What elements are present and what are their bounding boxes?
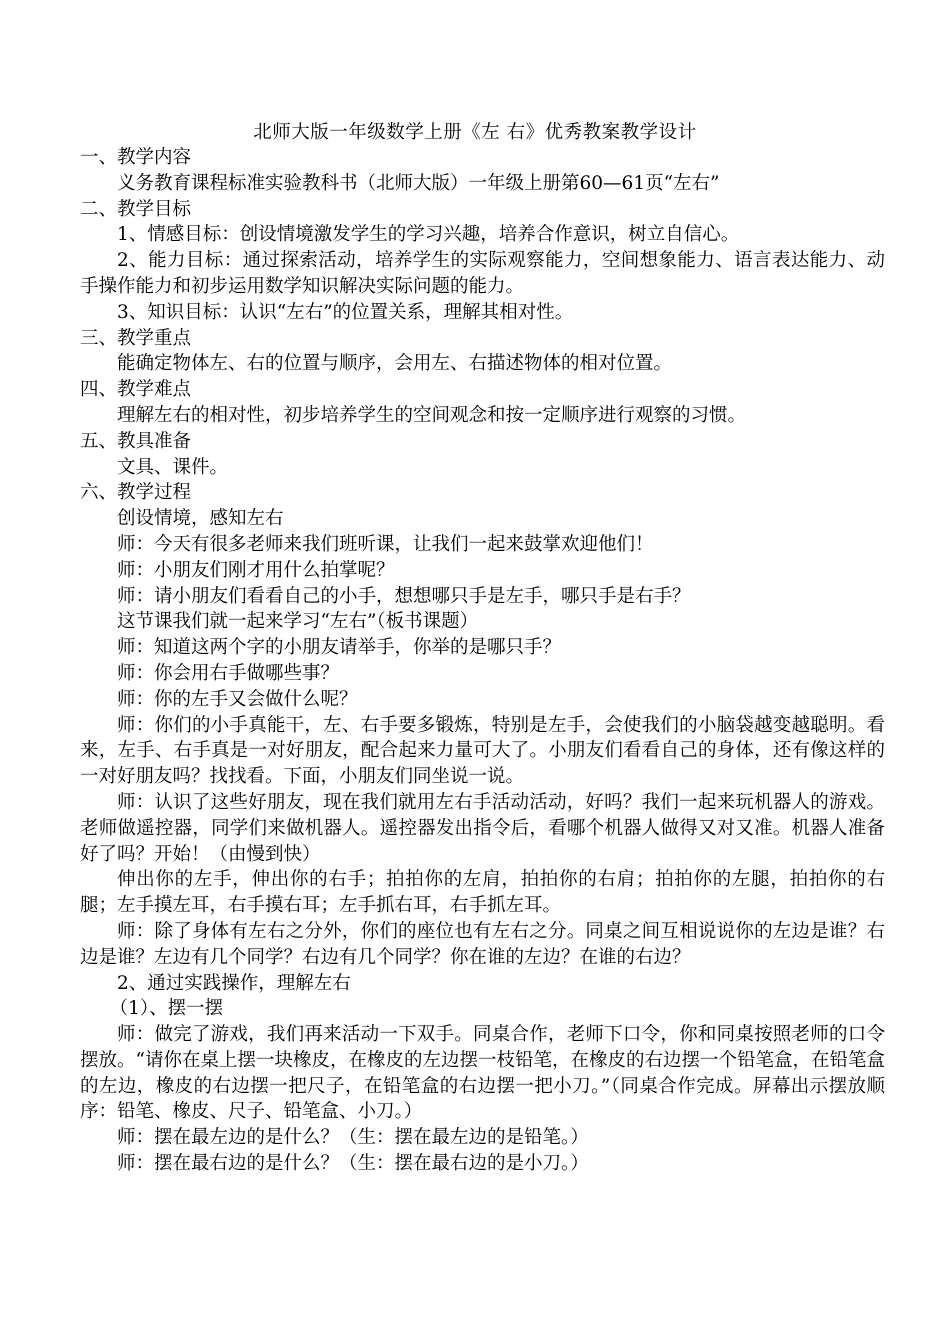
section-heading-process: 六、教学过程 (80, 482, 192, 504)
section-heading-objectives: 二、教学目标 (80, 198, 192, 220)
paragraph: 师：请小朋友们看看自己的小手，想想哪只手是左手，哪只手是右手？ (117, 585, 691, 607)
paragraph: 师：认识了这些好朋友，现在我们就用左右手活动活动，好吗？我们一起来玩机器人的游戏。老师做遥控器，同学们来做机器人。遥控器发出指令后，看哪个机器人做得又对又准。机器人准备好了吗？开始！（由慢到快） (80, 791, 885, 865)
paragraph: 理解左右的相对性，初步培养学生的空间观念和按一定顺序进行观察的习惯。 (117, 404, 747, 426)
section-heading-materials: 五、教具准备 (80, 430, 192, 452)
paragraph: 师：摆在最右边的是什么？（生：摆在最右边的是小刀。） (117, 1153, 589, 1175)
paragraph: 师：你们的小手真能干，左、右手要多锻炼，特别是左手，会使我们的小脑袋越变越聪明。看来，左手、右手真是一对好朋友，配合起来力量可大了。小朋友们看看自己的身体，还有像这样的一对好朋友吗？找找看。下面，小朋友们同坐说一说。 (80, 714, 885, 788)
paragraph: 师：今天有很多老师来我们班听课，让我们一起来鼓掌欢迎他们！ (117, 533, 654, 555)
document-body (80, 145, 885, 1177)
paragraph: 师：你的左手又会做什么呢？ (117, 688, 358, 710)
paragraph: 能确定物体左、右的位置与顺序，会用左、右描述物体的相对位置。 (117, 353, 673, 375)
paragraph: 2、能力目标：通过探索活动，培养学生的实际观察能力，空间想象能力、语言表达能力、动手操作能力和初步运用数学知识解决实际问题的能力。 (80, 250, 885, 297)
paragraph: 义务教育课程标准实验教科书（北师大版）一年级上册第60—61页“左右” (117, 172, 720, 194)
paragraph: 这节课我们就一起来学习“左右”（板书课题） (117, 611, 479, 633)
paragraph: 3、知识目标：认识“左右”的位置关系，理解其相对性。 (117, 301, 574, 323)
paragraph: 1、情感目标：创设情境激发学生的学习兴趣，培养合作意识，树立自信心。 (117, 224, 740, 246)
paragraph: （1）、摆一摆 (109, 998, 224, 1020)
paragraph: 2、通过实践操作，理解左右 (117, 972, 351, 994)
section-heading-content: 一、教学内容 (80, 147, 192, 168)
paragraph: 师：知道这两个字的小朋友请举手，你举的是哪只手？ (117, 637, 562, 659)
section-heading-difficulties: 四、教学难点 (80, 379, 192, 401)
section-heading-key-points: 三、教学重点 (80, 327, 192, 349)
paragraph: 师：小朋友们刚才用什么拍掌呢？ (117, 559, 395, 581)
paragraph: 伸出你的左手，伸出你的右手；拍拍你的左肩，拍拍你的右肩；拍拍你的左腿，拍拍你的右腿；左手摸左耳，右手摸右耳；左手抓右耳，右手抓左耳。 (80, 869, 885, 917)
paragraph: 创设情境，感知左右 (117, 508, 284, 530)
paragraph: 师：除了身体有左右之分外，你们的座位也有左右之分。同桌之间互相说说你的左边是谁？右边是谁？左边有几个同学？右边有几个同学？你在谁的左边？在谁的右边？ (80, 920, 885, 968)
paragraph: 文具、课件。 (117, 456, 229, 478)
paragraph: 师：你会用右手做哪些事？ (117, 662, 340, 684)
paragraph: 师：做完了游戏，我们再来活动一下双手。同桌合作，老师下口令，你和同桌按照老师的口令摆放。“请你在桌上摆一块橡皮，在橡皮的左边摆一枝铅笔，在橡皮的右边摆一个铅笔盒，在铅笔盒的左边，橡皮的右边摆一把尺子，在铅笔盒的右边摆一把小刀。”（同桌合作完成。屏幕出示摆放顺序：铅笔、橡皮、尺子、铅笔盒、小刀。） (80, 1024, 885, 1123)
paragraph: 师：摆在最左边的是什么？（生：摆在最左边的是铅笔。） (117, 1127, 589, 1149)
document-title: 北师大版一年级数学上册《左 右》优秀教案教学设计 (253, 122, 697, 143)
